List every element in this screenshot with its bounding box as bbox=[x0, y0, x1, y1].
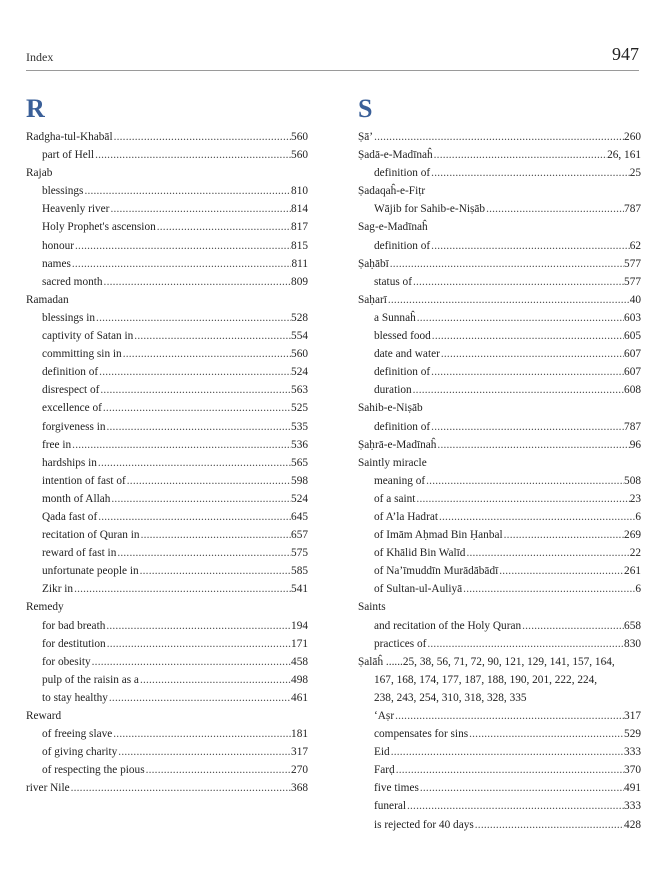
index-term: of Sultan-ul-Auliyā bbox=[374, 583, 463, 596]
index-subentry bbox=[26, 580, 308, 598]
dot-leader bbox=[110, 490, 291, 508]
index-term: Farḍ bbox=[374, 764, 395, 777]
index-term: is rejected for 40 days bbox=[374, 818, 474, 831]
index-subentry bbox=[26, 309, 308, 327]
dot-leader bbox=[430, 363, 624, 381]
index-page-ref: 535 bbox=[291, 420, 308, 433]
section-letter-r: R bbox=[26, 94, 45, 123]
index-term: month of Allah bbox=[42, 492, 111, 505]
index-term: Reward bbox=[26, 710, 62, 722]
section-letter-s: S bbox=[358, 94, 373, 123]
index-page-ref: 605 bbox=[624, 330, 641, 343]
index-subentry bbox=[26, 381, 308, 399]
dot-leader bbox=[415, 490, 629, 508]
index-column-left bbox=[26, 92, 308, 797]
dot-leader bbox=[389, 255, 624, 273]
dot-leader bbox=[103, 273, 292, 291]
index-entry bbox=[358, 291, 641, 309]
dot-leader bbox=[102, 399, 291, 417]
index-page-ref: 541 bbox=[291, 583, 308, 596]
dot-leader bbox=[126, 472, 291, 490]
index-page-ref: 96 bbox=[629, 438, 641, 451]
index-subentry bbox=[358, 635, 641, 653]
dot-leader bbox=[95, 309, 291, 327]
index-subentry bbox=[358, 617, 641, 635]
index-term: names bbox=[42, 257, 71, 270]
index-page-ref: 524 bbox=[291, 366, 308, 379]
dot-leader bbox=[430, 164, 630, 182]
index-term: definition of bbox=[42, 366, 99, 379]
index-page-ref: 458 bbox=[291, 655, 308, 668]
index-page-ref: 194 bbox=[291, 619, 308, 632]
index-page-ref: 317 bbox=[624, 710, 641, 722]
index-page-ref: 607 bbox=[624, 366, 641, 379]
index-page-ref: 528 bbox=[291, 311, 308, 324]
dot-leader bbox=[145, 761, 291, 779]
index-term: Saḥarī bbox=[358, 293, 387, 306]
index-term: ‘Aṣr bbox=[374, 710, 395, 722]
dot-leader bbox=[433, 146, 607, 164]
dot-leader bbox=[395, 761, 624, 779]
index-subentry bbox=[358, 164, 641, 182]
index-term: Remedy bbox=[26, 601, 64, 614]
dot-leader bbox=[416, 309, 624, 327]
index-page-ref: 333 bbox=[624, 800, 641, 813]
index-page-ref: 261 bbox=[624, 565, 641, 578]
dot-leader bbox=[74, 237, 291, 255]
index-page-ref: 563 bbox=[291, 384, 308, 397]
index-list-salah-subentries bbox=[358, 707, 641, 834]
index-subentry bbox=[26, 562, 308, 580]
running-title: Index bbox=[26, 50, 54, 64]
dot-leader bbox=[503, 526, 624, 544]
dot-leader bbox=[485, 200, 624, 218]
dot-leader bbox=[394, 707, 624, 725]
index-subentry bbox=[26, 436, 308, 454]
index-page-ref: 577 bbox=[624, 257, 641, 270]
index-subentry bbox=[26, 237, 308, 255]
index-term: Eid bbox=[374, 746, 390, 759]
index-term: reward of fast in bbox=[42, 547, 117, 560]
index-entry bbox=[358, 182, 641, 200]
index-subentry bbox=[358, 309, 641, 327]
index-subentry bbox=[358, 508, 641, 526]
dot-leader bbox=[83, 182, 291, 200]
index-subentry bbox=[26, 454, 308, 472]
index-term: Holy Prophet's ascension bbox=[42, 221, 156, 234]
index-page-ref: 577 bbox=[624, 275, 641, 288]
dot-leader bbox=[436, 436, 629, 454]
index-subentry bbox=[358, 761, 641, 779]
page-header bbox=[26, 42, 639, 71]
index-page-ref: 23 bbox=[629, 492, 641, 505]
dot-leader bbox=[412, 273, 624, 291]
dot-leader bbox=[122, 345, 291, 363]
index-term: practices of bbox=[374, 637, 427, 650]
index-page-ref: 817 bbox=[291, 221, 308, 234]
index-subentry bbox=[26, 653, 308, 671]
index-term: Saints bbox=[358, 601, 386, 614]
index-term: Wājib for Sahib-e-Niṣāb bbox=[374, 203, 486, 216]
index-page-ref: 608 bbox=[624, 384, 641, 397]
page-number: 947 bbox=[612, 44, 639, 64]
index-term: pulp of the raisin as a bbox=[42, 673, 139, 686]
index-subentry bbox=[26, 327, 308, 345]
index-list-r bbox=[26, 128, 308, 797]
index-subentry bbox=[26, 544, 308, 562]
index-term: compensates for sins bbox=[374, 728, 469, 741]
index-page-ref: 171 bbox=[291, 637, 308, 650]
index-term: of Imām Aḥmad Bin Ḥanbal bbox=[374, 529, 503, 542]
dot-leader bbox=[140, 526, 291, 544]
index-page-ref: 810 bbox=[291, 185, 308, 198]
index-subentry bbox=[358, 725, 641, 743]
index-page-ref: 6 bbox=[635, 583, 641, 596]
index-term: Radgha-tul-Khabāl bbox=[26, 131, 113, 143]
dot-leader bbox=[156, 218, 291, 236]
dot-leader bbox=[462, 580, 635, 598]
index-term: definition of bbox=[374, 239, 431, 252]
index-term: duration bbox=[374, 384, 412, 397]
dot-leader bbox=[71, 436, 291, 454]
index-page-ref: 554 bbox=[291, 330, 308, 343]
dot-leader bbox=[105, 617, 291, 635]
index-term: Qada fast of bbox=[42, 510, 98, 523]
index-page-ref: 317 bbox=[291, 746, 308, 759]
index-page-ref: 645 bbox=[291, 510, 308, 523]
index-term: Rajab bbox=[26, 167, 53, 180]
dot-leader bbox=[97, 508, 291, 526]
index-entry-salah bbox=[358, 653, 641, 707]
index-page-ref: 658 bbox=[624, 619, 641, 632]
dot-leader bbox=[465, 544, 629, 562]
dot-leader bbox=[139, 562, 291, 580]
index-page-ref: 585 bbox=[291, 565, 308, 578]
index-subentry bbox=[26, 363, 308, 381]
dot-leader bbox=[406, 797, 624, 815]
dot-leader bbox=[94, 146, 291, 164]
index-page-ref: 6 bbox=[635, 510, 641, 523]
index-entry bbox=[358, 218, 641, 236]
index-page-ref: 25 bbox=[629, 167, 641, 180]
index-subentry bbox=[26, 418, 308, 436]
index-term: blessings in bbox=[42, 311, 96, 324]
index-term: of giving charity bbox=[42, 746, 118, 759]
index-page-ref: 26, 161 bbox=[607, 149, 641, 162]
index-page-ref: 830 bbox=[624, 637, 641, 650]
index-term: blessings bbox=[42, 185, 84, 198]
index-subentry bbox=[358, 490, 641, 508]
index-list-s bbox=[358, 128, 641, 653]
dot-leader bbox=[430, 237, 630, 255]
dot-leader bbox=[109, 200, 291, 218]
index-subentry bbox=[26, 635, 308, 653]
index-entry bbox=[358, 598, 641, 616]
dot-leader bbox=[387, 291, 630, 309]
index-subentry bbox=[26, 345, 308, 363]
index-term: committing sin in bbox=[42, 348, 122, 361]
index-term: Ṣaḥrā-e-Madīnaĥ bbox=[358, 438, 437, 451]
index-subentry bbox=[358, 526, 641, 544]
index-term: Saintly miracle bbox=[358, 456, 427, 469]
index-page-ref: 815 bbox=[291, 239, 308, 252]
index-page-ref: 560 bbox=[291, 348, 308, 361]
index-subentry bbox=[358, 580, 641, 598]
index-page-ref: 491 bbox=[624, 782, 641, 795]
dot-leader bbox=[116, 544, 291, 562]
dot-leader bbox=[117, 743, 291, 761]
index-term: Ṣadā-e-Madīnaĥ bbox=[358, 149, 433, 162]
index-term: recitation of Quran in bbox=[42, 529, 140, 542]
index-subentry bbox=[358, 418, 641, 436]
index-term: status of bbox=[374, 275, 412, 288]
dot-leader bbox=[113, 128, 291, 146]
index-page-ref: 598 bbox=[291, 474, 308, 487]
index-term: captivity of Satan in bbox=[42, 330, 134, 343]
index-page-ref: 607 bbox=[624, 348, 641, 361]
index-entry bbox=[358, 128, 641, 146]
index-subentry bbox=[358, 363, 641, 381]
index-subentry bbox=[358, 327, 641, 345]
index-term: Ṣadaqaĥ-e-Fiṭr bbox=[358, 185, 426, 198]
index-entry bbox=[358, 399, 641, 417]
index-term: funeral bbox=[374, 800, 406, 813]
index-subentry bbox=[358, 273, 641, 291]
index-page-ref: 787 bbox=[624, 203, 641, 216]
dot-leader bbox=[139, 671, 291, 689]
index-term: of Khālid Bin Walīd bbox=[374, 547, 466, 560]
index-subentry bbox=[358, 472, 641, 490]
index-subentry bbox=[26, 273, 308, 291]
dot-leader bbox=[474, 816, 624, 834]
dot-leader bbox=[99, 381, 291, 399]
index-subentry bbox=[358, 200, 641, 218]
dot-leader bbox=[425, 472, 624, 490]
index-entry bbox=[358, 436, 641, 454]
index-subentry bbox=[26, 182, 308, 200]
dot-leader bbox=[98, 363, 291, 381]
index-subentry bbox=[26, 508, 308, 526]
index-page-ref: 811 bbox=[291, 257, 308, 270]
index-page-ref: 560 bbox=[291, 131, 308, 143]
index-term: excellence of bbox=[42, 402, 102, 415]
index-term: river Nile bbox=[26, 782, 70, 795]
dot-leader bbox=[498, 562, 624, 580]
index-page-ref: 536 bbox=[291, 438, 308, 451]
index-term: definition of bbox=[374, 420, 431, 433]
index-page-ref: 22 bbox=[629, 547, 641, 560]
dot-leader bbox=[426, 635, 624, 653]
index-term: Ṣā’ bbox=[358, 131, 374, 143]
index-term: for bad breath bbox=[42, 619, 106, 632]
index-page-ref: 370 bbox=[624, 764, 641, 777]
dot-leader bbox=[108, 689, 291, 707]
dot-leader bbox=[412, 381, 624, 399]
index-term: for destitution bbox=[42, 637, 106, 650]
index-term: of a saint bbox=[374, 492, 416, 505]
index-page-ref: 525 bbox=[291, 402, 308, 415]
index-page-ref: 524 bbox=[291, 492, 308, 505]
index-term: Ṣaḥābī bbox=[358, 257, 389, 270]
index-subentry bbox=[358, 544, 641, 562]
dot-leader bbox=[71, 255, 292, 273]
dot-leader bbox=[390, 743, 624, 761]
index-page-ref: 603 bbox=[624, 311, 641, 324]
index-entry bbox=[26, 128, 308, 146]
dot-leader bbox=[91, 653, 291, 671]
index-term: honour bbox=[42, 239, 75, 252]
index-subentry bbox=[26, 490, 308, 508]
index-page-ref: 333 bbox=[624, 746, 641, 759]
index-subentry bbox=[26, 743, 308, 761]
index-term: of A’la Hadrat bbox=[374, 510, 438, 523]
index-term: of respecting the pious bbox=[42, 764, 145, 777]
index-term: Sag-e-Madīnaĥ bbox=[358, 221, 428, 234]
index-term: intention of fast of bbox=[42, 474, 126, 487]
index-term: part of Hell bbox=[42, 149, 95, 162]
index-term: disrespect of bbox=[42, 384, 100, 397]
dot-leader bbox=[431, 327, 624, 345]
dot-leader bbox=[430, 418, 624, 436]
index-term: meaning of bbox=[374, 474, 426, 487]
index-subentry bbox=[26, 671, 308, 689]
index-term: Zikr in bbox=[42, 583, 74, 596]
index-entry bbox=[26, 707, 308, 725]
index-page-ref: 368 bbox=[291, 782, 308, 795]
dot-leader bbox=[106, 635, 291, 653]
dot-leader bbox=[438, 508, 635, 526]
index-subentry bbox=[358, 381, 641, 399]
index-term: definition of bbox=[374, 366, 431, 379]
index-term: a Sunnaĥ bbox=[374, 311, 416, 324]
index-term: unfortunate people in bbox=[42, 565, 139, 578]
index-entry bbox=[358, 146, 641, 164]
index-subentry bbox=[358, 707, 641, 725]
index-page-ref: 498 bbox=[291, 673, 308, 686]
dot-leader bbox=[133, 327, 291, 345]
index-subentry bbox=[26, 218, 308, 236]
index-column-right bbox=[358, 92, 641, 834]
index-subentry bbox=[26, 617, 308, 635]
index-page-ref: 269 bbox=[624, 529, 641, 542]
index-page-ref: 461 bbox=[291, 691, 308, 704]
index-term: definition of bbox=[374, 167, 431, 180]
dot-leader bbox=[440, 345, 624, 363]
index-page-ref: 428 bbox=[624, 818, 641, 831]
index-entry bbox=[26, 779, 308, 797]
dot-leader bbox=[73, 580, 291, 598]
index-term: forgiveness in bbox=[42, 420, 106, 433]
index-page-ref: 270 bbox=[291, 764, 308, 777]
index-page-ref: 565 bbox=[291, 456, 308, 469]
index-subentry bbox=[358, 562, 641, 580]
index-subentry bbox=[26, 689, 308, 707]
index-term: for obesity bbox=[42, 655, 91, 668]
index-term: of Na’īmuddīn Murādābādī bbox=[374, 565, 499, 578]
index-term: Ramadan bbox=[26, 293, 69, 306]
index-term: Sahib-e-Niṣāb bbox=[358, 402, 423, 415]
index-subentry bbox=[358, 743, 641, 761]
index-page-ref: 814 bbox=[291, 203, 308, 216]
index-page-ref: 809 bbox=[291, 275, 308, 288]
index-subentry bbox=[358, 779, 641, 797]
index-term: date and water bbox=[374, 348, 440, 361]
dot-leader bbox=[521, 617, 624, 635]
dot-leader bbox=[468, 725, 624, 743]
index-page-ref: 787 bbox=[624, 420, 641, 433]
index-term: sacred month bbox=[42, 275, 103, 288]
index-page-ref: 181 bbox=[291, 728, 308, 741]
index-term: and recitation of the Holy Quran bbox=[374, 619, 522, 632]
dot-leader bbox=[419, 779, 624, 797]
index-page-ref: 560 bbox=[291, 149, 308, 162]
index-entry bbox=[26, 164, 308, 182]
index-page-ref: 529 bbox=[624, 728, 641, 741]
dot-leader bbox=[97, 454, 291, 472]
index-term: of freeing slave bbox=[42, 728, 113, 741]
index-subentry bbox=[26, 146, 308, 164]
salah-line: Ṣalāĥ ......25, 38, 56, 71, 72, 90, 121, 129, 141, 157, 164, bbox=[358, 655, 615, 668]
index-subentry bbox=[358, 345, 641, 363]
index-entry bbox=[26, 598, 308, 616]
index-entry bbox=[358, 454, 641, 472]
index-page-ref: 260 bbox=[624, 131, 641, 143]
index-subentry bbox=[26, 472, 308, 490]
index-entry bbox=[358, 255, 641, 273]
salah-line: 167, 168, 174, 177, 187, 188, 190, 201, 222, 224, bbox=[374, 673, 598, 686]
index-term: hardships in bbox=[42, 456, 97, 469]
index-term: to stay healthy bbox=[42, 691, 108, 704]
index-term: blessed food bbox=[374, 330, 431, 343]
dot-leader bbox=[105, 418, 291, 436]
index-subentry bbox=[26, 526, 308, 544]
salah-line: 238, 243, 254, 310, 318, 328, 335 bbox=[374, 691, 527, 704]
index-subentry bbox=[358, 816, 641, 834]
index-subentry bbox=[358, 797, 641, 815]
index-subentry bbox=[26, 399, 308, 417]
index-subentry bbox=[26, 200, 308, 218]
index-subentry bbox=[358, 237, 641, 255]
index-page-ref: 62 bbox=[629, 239, 641, 252]
dot-leader bbox=[112, 725, 291, 743]
index-page-ref: 657 bbox=[291, 529, 308, 542]
index-page-ref: 508 bbox=[624, 474, 641, 487]
index-term: five times bbox=[374, 782, 419, 795]
index-subentry bbox=[26, 725, 308, 743]
index-page-ref: 40 bbox=[629, 293, 641, 306]
index-term: Heavenly river bbox=[42, 203, 110, 216]
index-term: free in bbox=[42, 438, 72, 451]
index-entry bbox=[26, 291, 308, 309]
index-page-ref: 575 bbox=[291, 547, 308, 560]
dot-leader bbox=[70, 779, 291, 797]
index-subentry bbox=[26, 761, 308, 779]
dot-leader bbox=[373, 128, 624, 146]
index-subentry bbox=[26, 255, 308, 273]
